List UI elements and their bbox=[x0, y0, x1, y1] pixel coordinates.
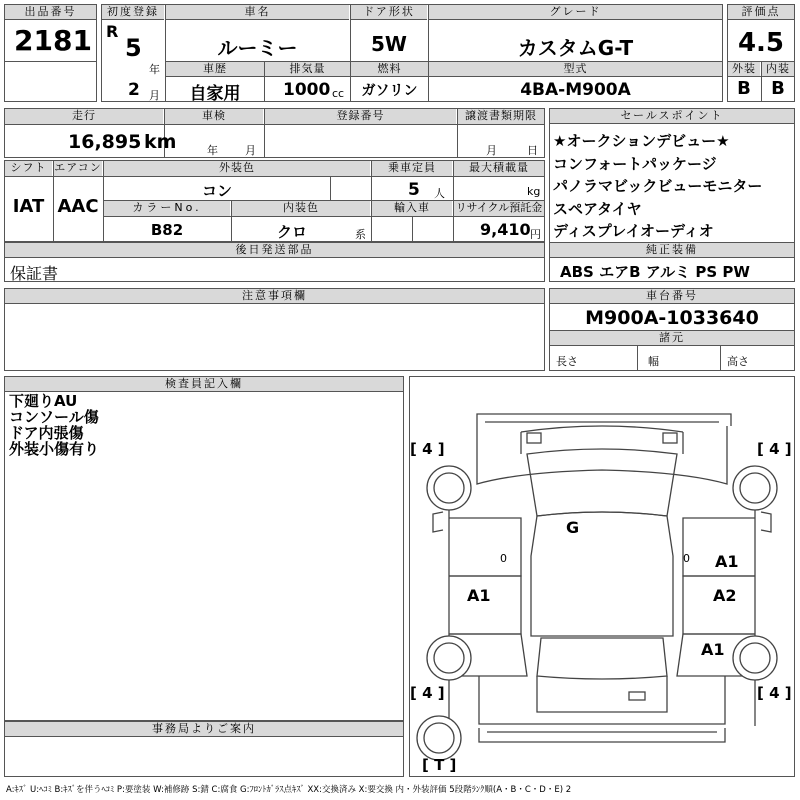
tire-rear-left: [ 4 ] bbox=[410, 684, 445, 702]
selling-point: スペアタイヤ bbox=[553, 199, 642, 218]
selling-point: パノラマビックビューモニター bbox=[553, 177, 763, 195]
yen-unit: 円 bbox=[530, 228, 541, 241]
later-parts: 保証書 bbox=[10, 264, 59, 283]
exterior-grade: B bbox=[737, 78, 751, 99]
selling-points-header: セールスポイント bbox=[550, 109, 794, 124]
lot-number: 2181 bbox=[14, 24, 92, 57]
history: 自家用 bbox=[189, 84, 241, 104]
car-name: ルーミー bbox=[217, 36, 298, 60]
tire-rear-right: [ 4 ] bbox=[757, 684, 792, 702]
mileage: 16,895 bbox=[68, 131, 142, 153]
selling-point: ディスプレイオーディオ bbox=[553, 222, 714, 240]
spec-height: 高さ bbox=[727, 355, 749, 368]
car-name-header: 車名 bbox=[166, 5, 349, 20]
damage-a1-right-rear: A1 bbox=[701, 640, 725, 659]
recycle-header: リサイクル預託金 bbox=[455, 201, 543, 214]
inspector-notes bbox=[9, 393, 99, 457]
displacement-header: 排気量 bbox=[265, 62, 350, 77]
selling-point: ★オークションデビュー★ bbox=[553, 132, 730, 150]
spec-length: 長さ bbox=[556, 355, 578, 368]
damage-a1-right-front: A1 bbox=[715, 552, 739, 571]
int-color: クロ bbox=[276, 223, 307, 241]
specs-header: 諸元 bbox=[550, 331, 794, 346]
car-diagram bbox=[409, 376, 795, 777]
selling-points-list bbox=[553, 130, 762, 243]
mark-zero-right: 0 bbox=[683, 552, 690, 565]
displacement: 1000 bbox=[283, 80, 331, 100]
shift: IAT bbox=[12, 196, 45, 217]
era: R bbox=[106, 22, 119, 41]
reg-year: 5 bbox=[125, 34, 142, 62]
door-type: 5W bbox=[371, 32, 407, 56]
damage-a2-right: A2 bbox=[713, 586, 737, 605]
ext-color: コン bbox=[201, 182, 232, 200]
score: 4.5 bbox=[737, 28, 785, 58]
chassis-number: M900A-1033640 bbox=[585, 307, 759, 329]
inspector-note: 外装小傷有り bbox=[9, 440, 100, 458]
selling-point: コンフォートパッケージ bbox=[553, 154, 717, 173]
fuel: ガソリン bbox=[361, 83, 418, 99]
cc-unit: cc bbox=[332, 87, 345, 100]
kei-unit: 系 bbox=[355, 228, 366, 241]
shift-header: シフト bbox=[5, 161, 52, 176]
aircon-header: エアコン bbox=[54, 161, 102, 174]
equipment: ABS エアB アルミ PS PW bbox=[560, 263, 750, 281]
transfer-month-unit: 月 bbox=[486, 144, 497, 157]
year-unit: 年 bbox=[149, 63, 160, 76]
interior-header: 内装 bbox=[762, 62, 794, 77]
reg-no-header: 登録番号 bbox=[265, 109, 456, 124]
damage-g-windshield: G bbox=[566, 518, 580, 537]
inspector-note: 下廻りAU bbox=[9, 392, 78, 410]
score-header: 評価点 bbox=[728, 5, 794, 20]
mileage-header: 走行 bbox=[5, 109, 163, 124]
inspection-month-unit: 月 bbox=[245, 144, 256, 157]
reg-month: 2 bbox=[128, 80, 140, 100]
import-header: 輸入車 bbox=[372, 201, 452, 216]
history-header: 車歴 bbox=[166, 62, 264, 77]
color-no-header: カラーNo. bbox=[104, 201, 230, 216]
spec-width: 幅 bbox=[648, 355, 659, 368]
inspection-year-unit: 年 bbox=[207, 144, 218, 157]
later-parts-header: 後日発送部品 bbox=[5, 243, 544, 258]
kg-unit: kg bbox=[527, 185, 541, 198]
fuel-header: 燃料 bbox=[351, 62, 428, 77]
mileage-unit: km bbox=[144, 131, 177, 153]
mark-zero-left: 0 bbox=[500, 552, 507, 565]
door-header: ドア形状 bbox=[351, 5, 427, 20]
model: 4BA-M900A bbox=[520, 80, 631, 100]
spare-tire: [ T ] bbox=[422, 756, 457, 774]
inspection-header: 車検 bbox=[165, 109, 263, 124]
inspector-header: 検査員記入欄 bbox=[5, 377, 403, 392]
equipment-header: 純正装備 bbox=[550, 243, 794, 258]
month-unit: 月 bbox=[149, 89, 160, 102]
model-header: 型式 bbox=[429, 62, 722, 77]
tire-front-right: [ 4 ] bbox=[757, 440, 792, 458]
grade: カスタムG-T bbox=[517, 36, 634, 60]
lot-number-header: 出品番号 bbox=[5, 5, 96, 20]
chassis-header: 車台番号 bbox=[550, 289, 794, 304]
tire-front-left: [ 4 ] bbox=[410, 440, 445, 458]
interior-grade: B bbox=[771, 78, 785, 99]
transfer-header: 譲渡書類期限 bbox=[458, 109, 544, 124]
capacity-unit: 人 bbox=[434, 187, 445, 200]
recycle-fee: 9,410 bbox=[480, 220, 531, 239]
grade-header: グレード bbox=[429, 5, 722, 20]
ext-color-header: 外装色 bbox=[104, 161, 370, 176]
office-header: 事務局よりご案内 bbox=[5, 722, 403, 737]
inspector-note: ドア内張傷 bbox=[9, 424, 84, 442]
aircon: AAC bbox=[57, 196, 99, 217]
notes-header: 注意事項欄 bbox=[5, 289, 544, 304]
capacity-header: 乗車定員 bbox=[372, 161, 452, 176]
transfer-day-unit: 日 bbox=[527, 144, 538, 157]
inspector-note: コンソール傷 bbox=[9, 408, 99, 426]
capacity: 5 bbox=[408, 180, 420, 200]
color-no: B82 bbox=[150, 221, 184, 239]
max-load-header: 最大積載量 bbox=[454, 161, 544, 176]
damage-a1-left: A1 bbox=[467, 586, 491, 605]
first-reg-header: 初度登録 bbox=[102, 5, 164, 20]
int-color-header: 内装色 bbox=[232, 201, 370, 216]
exterior-header: 外装 bbox=[728, 62, 760, 77]
damage-legend: A:ｷｽﾞ U:ﾍｺﾐ B:ｷｽﾞを伴うﾍｺﾐ P:要塗装 W:補修跡 S:錆 C:腐食 G:ﾌﾛﾝﾄｶﾞﾗｽ点ｷｽﾞ XX:交換済み X:要交換 内・外装評価 5段階ﾗﾝｸ順(A・B・C・D・E) 2 bbox=[6, 785, 572, 795]
